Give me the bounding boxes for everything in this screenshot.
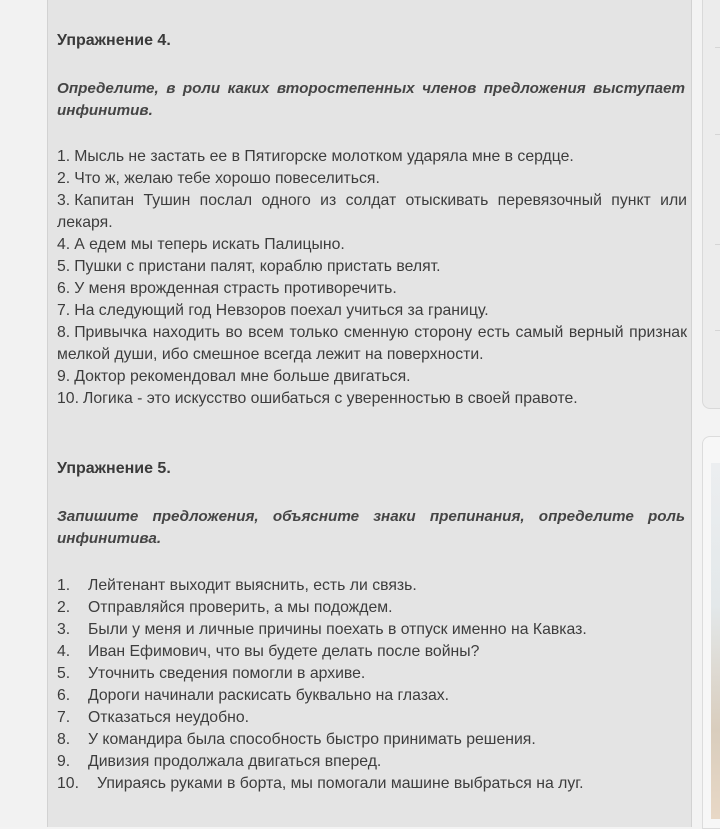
exercise4-title: Упражнение 4. (57, 32, 171, 49)
exercise4-list (57, 146, 687, 410)
list-item: 1. Лейтенант выходит выяснить, есть ли связь. (57, 577, 417, 594)
list-item: 9. Дивизия продолжала двигаться вперед. (57, 753, 382, 770)
sidebar-ad-banner[interactable] (702, 436, 720, 829)
list-item: 7. На следующий год Невзоров поехал учиться за границу. (57, 302, 489, 319)
list-item: 10. Упираясь руками в борта, мы помогали машине выбраться на луг. (57, 775, 584, 792)
sidebar-widget (702, 0, 720, 409)
list-item: 6. Дороги начинали раскисать буквально на глазах. (57, 687, 450, 704)
exercise4-task: Определите, в роли каких второстепенных членов предложения выступает инфинитив. (57, 80, 685, 119)
list-item: 8. Привычка находить во всем только сменную сторону есть самый верный признак мелкой души, ибо смешное всегда лежит на поверхности. (57, 324, 687, 363)
list-item: 2. Отправляйся проверить, а мы подождем. (57, 599, 393, 616)
list-item: 7. Отказаться неудобно. (57, 709, 250, 726)
exercise5-list (57, 575, 687, 795)
article-content (47, 0, 692, 827)
list-item: 3. Капитан Тушин послал одного из солдат отыскивать перевязочный пункт или лекаря. (57, 192, 687, 231)
list-item: 3. Были у меня и личные причины поехать в отпуск именно на Кавказ. (57, 621, 587, 638)
exercise5-title: Упражнение 5. (57, 460, 171, 477)
list-item: 9. Доктор рекомендовал мне больше двигаться. (57, 368, 411, 385)
exercise5-task: Запишите предложения, объясните знаки препинания, определите роль инфинитива. (57, 508, 685, 547)
ad-image[interactable] (711, 463, 720, 819)
list-item: 5. Уточнить сведения помогли в архиве. (57, 665, 366, 682)
list-item: 4. А едем мы теперь искать Палицыно. (57, 236, 345, 253)
list-item: 2. Что ж, желаю тебе хорошо повеселиться. (57, 170, 380, 187)
list-item: 5. Пушки с пристани палят, кораблю пристать велят. (57, 258, 441, 275)
list-item: 4. Иван Ефимович, что вы будете делать после войны? (57, 643, 480, 660)
right-sidebar (692, 0, 720, 827)
left-margin (0, 0, 47, 827)
list-item: 8. У командира была способность быстро принимать решения. (57, 731, 536, 748)
list-item: 1. Мысль не застать ее в Пятигорске молотком ударяла мне в сердце. (57, 148, 574, 165)
list-item: 10. Логика - это искусство ошибаться с уверенностью в своей правоте. (57, 390, 578, 407)
list-item: 6. У меня врожденная страсть противоречить. (57, 280, 397, 297)
